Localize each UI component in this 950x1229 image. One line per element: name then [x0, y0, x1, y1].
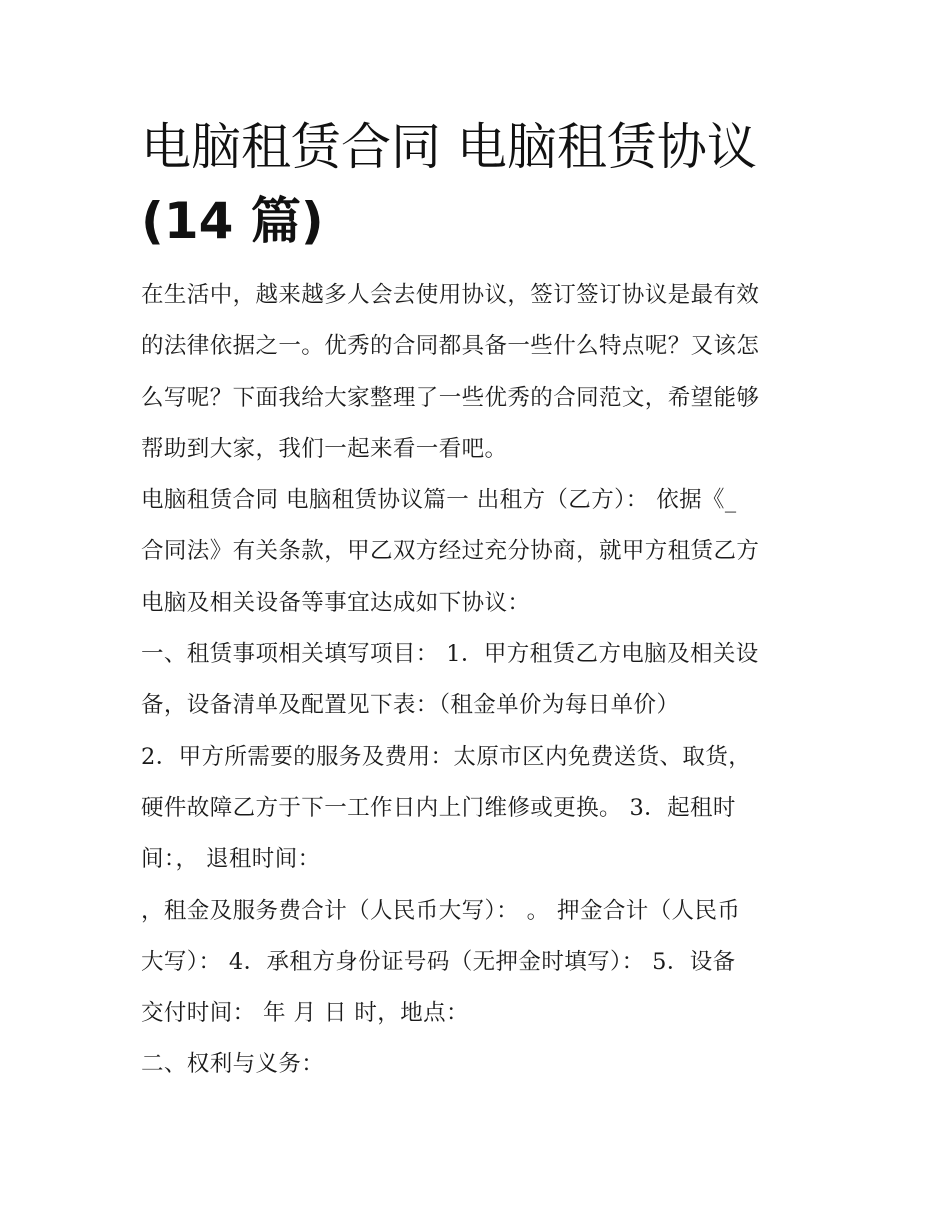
- paragraph-services-fees: [141, 732, 821, 886]
- text-line: 电脑租赁合同 电脑租赁协议篇一 出租方（乙方）： 依据《_: [141, 487, 737, 514]
- text-line: 二、权利与义务：: [141, 1051, 325, 1078]
- text-line: 间：， 退租时间：: [141, 846, 321, 873]
- paragraph-section-one: [141, 629, 821, 732]
- document-title: [141, 110, 821, 258]
- text-line: 的法律依据之一。优秀的合同都具备一些什么特点呢？又该怎: [141, 333, 760, 360]
- text-line: 硬件故障乙方于下一工作日内上门维修或更换。 3．起租时: [141, 794, 736, 821]
- title-line-2: (14 篇): [141, 192, 324, 250]
- text-line: 电脑及相关设备等事宜达成如下协议：: [141, 589, 531, 616]
- text-line: 备，设备清单及配置见下表：（租金单价为每日单价）: [141, 692, 680, 719]
- paragraph-contract-preamble: [141, 475, 821, 629]
- text-line: 么写呢？下面我给大家整理了一些优秀的合同范文，希望能够: [141, 384, 760, 411]
- document-page: [141, 110, 821, 1091]
- text-line: 在生活中，越来越多人会去使用协议，签订签订协议是最有效: [141, 282, 760, 308]
- document-body: [141, 270, 821, 1091]
- title-line-1: 电脑租赁合同 电脑租赁协议: [141, 118, 757, 176]
- text-line: 2．甲方所需要的服务及费用：太原市区内免费送货、取货，: [141, 743, 752, 770]
- text-line: 交付时间： 年 月 日 时，地点：: [141, 1000, 469, 1027]
- text-line: 合同法》有关条款，甲乙双方经过充分协商，就甲方租赁乙方: [141, 538, 760, 565]
- text-line: 大写）： 4．承租方身份证号码（无押金时填写）： 5．设备: [141, 948, 736, 975]
- paragraph-rent-deposit: [141, 886, 821, 1040]
- text-line: 一、租赁事项相关填写项目： 1．甲方租赁乙方电脑及相关设: [141, 641, 759, 668]
- paragraph-intro: [141, 270, 821, 475]
- text-line: ，租金及服务费合计（人民币大写）： 。 押金合计（人民币: [141, 897, 741, 924]
- text-line: 帮助到大家，我们一起来看一看吧。: [141, 435, 508, 462]
- paragraph-section-two-heading: [141, 1039, 821, 1090]
